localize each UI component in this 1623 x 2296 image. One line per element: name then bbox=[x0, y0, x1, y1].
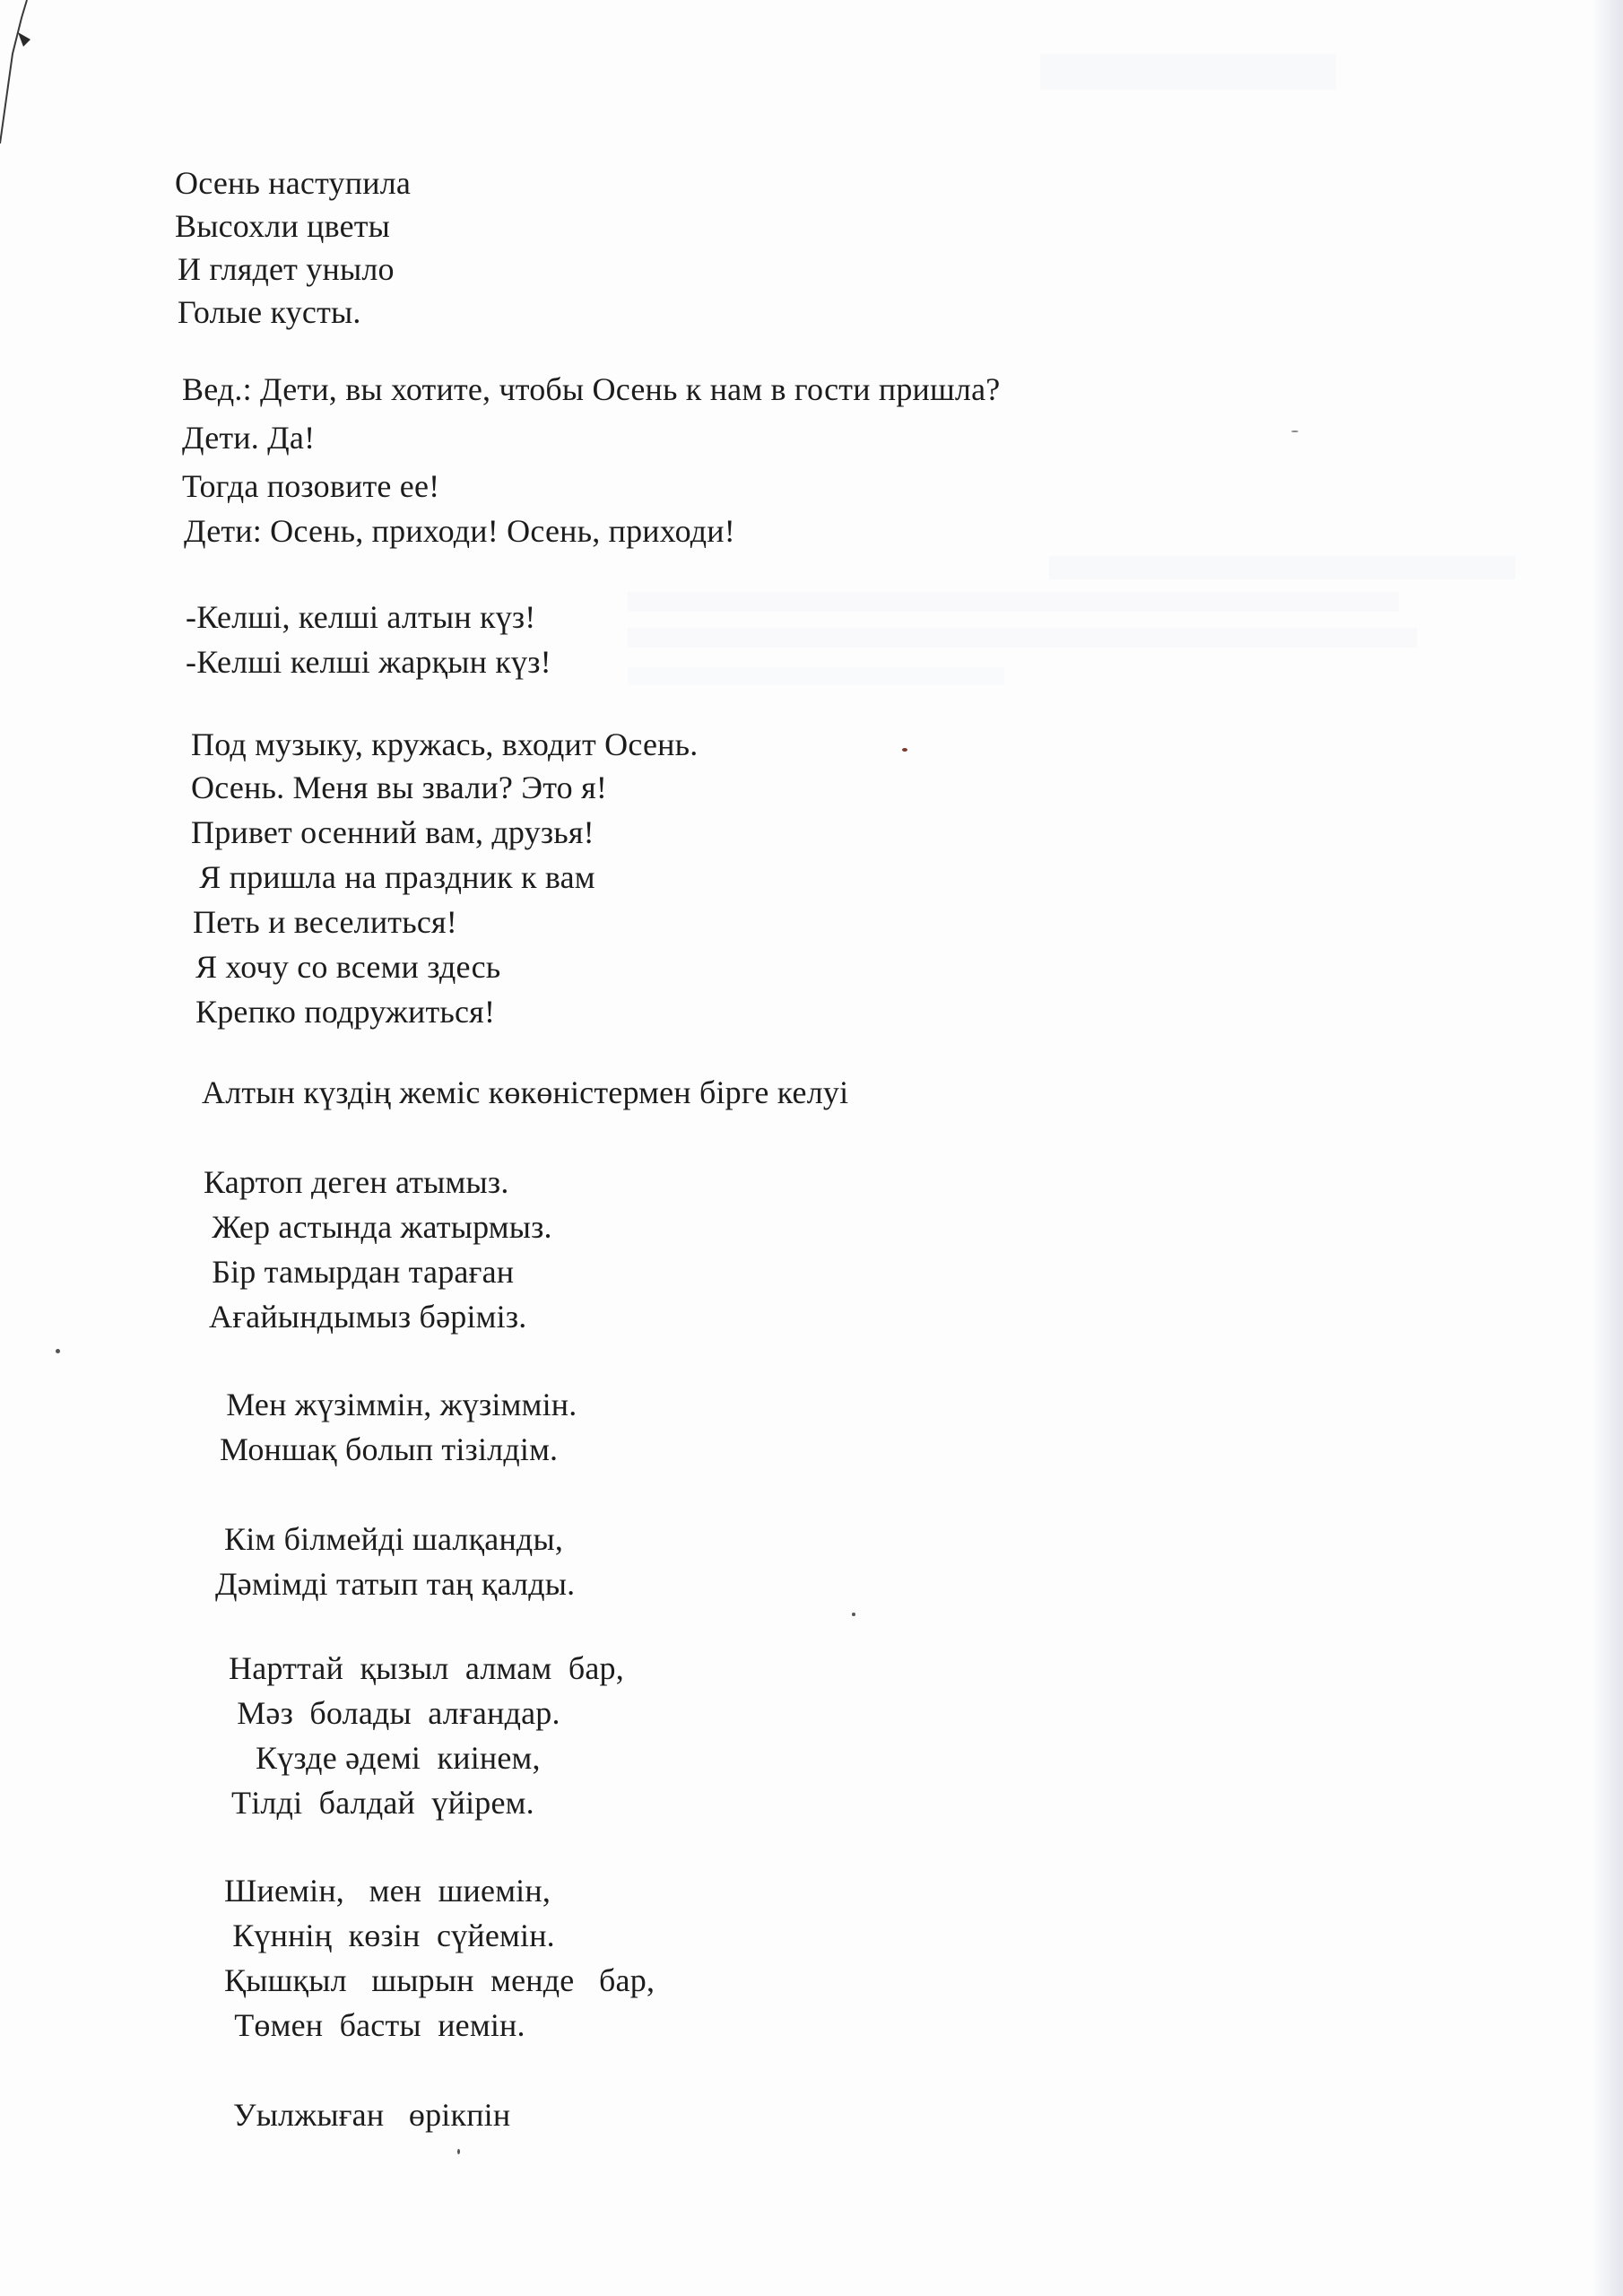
section-heading: Алтын күздің жеміс көкөністермен бірге келуі bbox=[202, 1074, 849, 1110]
text-line: Тілді балдай үйірем. bbox=[231, 1785, 534, 1821]
text-line: Картоп деген атымыз. bbox=[204, 1164, 509, 1200]
text-line: Вед.: Дети, вы хотите, чтобы Осень к нам в гости пришла? bbox=[182, 371, 1001, 407]
text-line: Под музыку, кружась, входит Осень. bbox=[191, 726, 699, 762]
text-line: Тогда позовите ее! bbox=[182, 468, 440, 504]
text-line: Күзде әдемі киінем, bbox=[256, 1740, 541, 1776]
text-line: Привет осенний вам, друзья! bbox=[191, 814, 595, 850]
text-line: Я хочу со всеми здесь bbox=[195, 949, 501, 985]
scan-speck bbox=[852, 1613, 855, 1616]
text-line: Шиемін, мен шиемін, bbox=[224, 1873, 551, 1909]
text-line: Дәмімді татып таң қалды. bbox=[215, 1566, 576, 1602]
text-line: Мәз болады алғандар. bbox=[229, 1695, 560, 1731]
text-line: Мен жүзіммін, жүзіммін. bbox=[218, 1387, 577, 1422]
text-line: Высохли цветы bbox=[175, 208, 391, 244]
text-line: Төмен басты иемін. bbox=[226, 2007, 525, 2043]
text-line: Ағайындымыз бәріміз. bbox=[209, 1299, 527, 1335]
text-line: Уылжыған өрікпін bbox=[233, 2097, 511, 2133]
text-line: Дети: Осень, приходи! Осень, приходи! bbox=[184, 513, 735, 549]
text-line: Жер астында жатырмыз. bbox=[204, 1209, 552, 1245]
text-line: Осень наступила bbox=[175, 165, 412, 201]
text-line: Крепко подружиться! bbox=[195, 994, 496, 1030]
text-line: -Келші келші жарқын күз! bbox=[186, 644, 551, 680]
text-line: Нарттай қызыл алмам бар, bbox=[229, 1650, 624, 1686]
text-line: И глядет уныло bbox=[178, 251, 395, 287]
text-line: Кім білмейді шалқанды, bbox=[224, 1521, 564, 1557]
scan-speck bbox=[902, 748, 907, 752]
text-line: Моншақ болып тізілдім. bbox=[220, 1431, 559, 1467]
text-line: Петь и веселиться! bbox=[193, 904, 457, 940]
scan-speck bbox=[457, 2149, 460, 2154]
text-line: Күннің көзін сүйемін. bbox=[224, 1918, 555, 1953]
scan-speck bbox=[1291, 430, 1298, 432]
text-line: Осень. Меня вы звали? Это я! bbox=[191, 770, 608, 805]
text-line: Дети. Да! bbox=[182, 420, 316, 456]
text-line: Қышқыл шырын менде бар, bbox=[224, 1962, 655, 1998]
text-line: Я пришла на праздник к вам bbox=[191, 859, 595, 895]
text-line: -Келші, келші алтын күз! bbox=[186, 599, 536, 635]
text-line: Бір тамырдан тараған bbox=[204, 1254, 515, 1290]
scan-speck bbox=[56, 1349, 60, 1353]
text-line: Голые кусты. bbox=[178, 294, 361, 330]
